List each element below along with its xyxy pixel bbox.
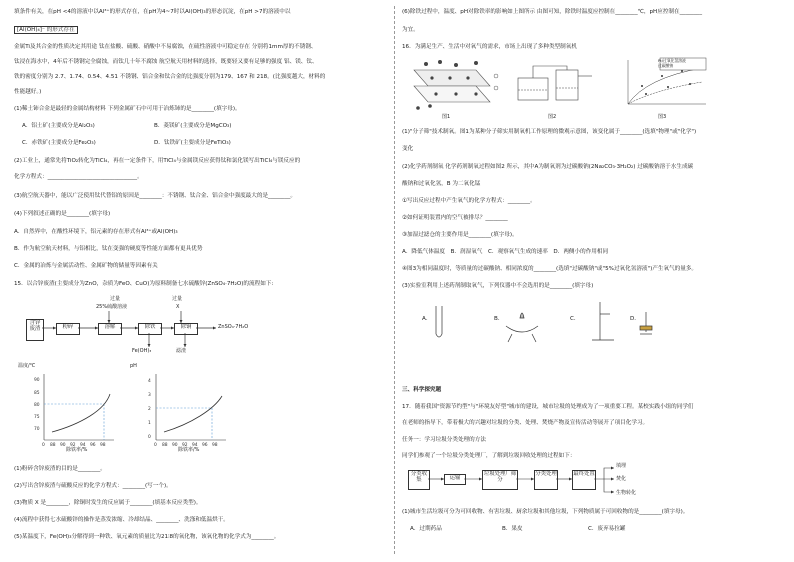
figure-1-molecular-sieve	[414, 60, 498, 110]
test-tube-icon	[436, 306, 442, 337]
garbage-flow-sort: 分类处理	[534, 470, 558, 490]
flow-label-excess-1: 过量	[110, 296, 121, 302]
q17-option-b: B．果皮	[502, 526, 523, 532]
svg-text:96: 96	[90, 443, 96, 448]
left-column	[14, 0, 386, 562]
garbage-flow-screening: 垃圾处理厂筛分	[482, 470, 518, 490]
figure-1-caption: 图1	[442, 114, 451, 120]
question-2a: (2)工业上，通常先将TiO₂转化为TiCl₄，再在一定条件下，用TiCl₄与金属镁反应获得钛和氯化镁写出TiCl₄与镁反应的	[14, 158, 301, 164]
question-17b: 在老师的指导下，带着极大的兴趣对垃圾的分类、处理、焚烧产物及宣传活动等展开了项目化学习。	[402, 420, 649, 426]
svg-text:75: 75	[34, 415, 40, 420]
intro-line-6: 性能越好。)	[14, 89, 42, 95]
q4-option-c: C．金属的冶炼与金属活动性、金属矿物的储量等因素有关	[14, 263, 158, 269]
svg-text:96: 96	[202, 443, 208, 448]
svg-text:90: 90	[34, 378, 40, 383]
flow-box-dissolve: 溶解	[98, 323, 122, 335]
flow-box-crush: 粉碎	[56, 323, 80, 335]
apparatus-a-label: A．	[422, 316, 432, 322]
intro-line-3: 金属Ti及其合金的性质决定其用途 钛在盐酸、硫酸、硝酸中不易腐蚀，在硫性溶液中可稳定存在 分别将1mm厚的不锈钢、	[14, 44, 317, 50]
flow-product: ZnSO₄·7H₂O	[218, 324, 249, 330]
figure-3-legend-1: Pt/过氧化氢溶液	[658, 58, 686, 63]
q16-part-2e: ③加湿过滤仓的主要作用是________(填字母)。	[402, 232, 518, 238]
chart2-curve	[164, 396, 222, 432]
evaporating-dish-icon	[506, 313, 538, 342]
svg-text:85: 85	[34, 391, 40, 396]
garbage-flow-final: 最终处置	[572, 470, 596, 490]
svg-text:92: 92	[182, 443, 188, 448]
svg-text:92: 92	[70, 443, 76, 448]
intro-line-1: 填条件有关，在pH <4的溶液中以Al³⁺的形式存在，在pH为4~7时以Al(OH)₃的形态沉淀，在pH >7的溶液中以	[14, 9, 291, 15]
svg-text:98: 98	[212, 443, 218, 448]
task-1-intro: 同学们参观了一个垃圾分类处理厂，了解到垃圾回收处理的过程如下：	[402, 453, 576, 459]
garbage-outcome-bio: 生物转化	[616, 490, 637, 496]
flow-label-acid: 25%硫酸溶液	[96, 304, 128, 310]
svg-text:2: 2	[148, 407, 151, 412]
svg-text:70: 70	[34, 427, 40, 432]
column-divider	[394, 6, 395, 554]
q16-part-1b: 变化	[402, 146, 414, 152]
q1-option-a: A．铝土矿(主要成分是Al₂O₃)	[22, 123, 95, 129]
q16-part-2f: A．降低气体温度 B．润湿氧气 C．观察氧气生成的速率 D．两侧小的作用相同	[402, 249, 609, 255]
q4-option-b: B．作为航空航天材料，与铝相比，钛在变强的硬度等性能方面都有更具优势	[14, 246, 203, 252]
chart2-xlabel: 除铁率/%	[178, 447, 200, 453]
svg-text:90: 90	[172, 443, 178, 448]
q16-figures	[406, 56, 778, 112]
q1-option-c: C．赤铁矿(主要成分是Fe₂O₃)	[22, 140, 96, 146]
chart1-ylabel: 温度/℃	[18, 363, 36, 369]
svg-text:0: 0	[42, 443, 45, 448]
figure-3-caption: 图3	[658, 114, 667, 120]
svg-text:98: 98	[100, 443, 106, 448]
flow-box-remove-copper: 除铜	[174, 323, 198, 335]
q17-option-a: A．过期药品	[410, 526, 442, 532]
figure-2-chemical-oxygen	[518, 66, 592, 100]
apparatus-b-label: B．	[494, 316, 504, 322]
svg-text:94: 94	[192, 443, 198, 448]
alcohol-lamp-icon	[640, 312, 652, 334]
svg-text:80: 80	[34, 403, 40, 408]
garbage-flow-arrows	[402, 466, 622, 496]
question-1: (1)稀土铈合金是最轻的金属结构材料 下列金属矿石中可用于冶炼铈的是________(填字母)。	[14, 106, 241, 112]
q16-part-2g: ④图3为相同温度时，等质量的过碳酸钠、相同浓度的________(选填"过碳酸钠"或"5%过氧化氢溶液")产生氧气的量多。	[402, 266, 698, 272]
apparatus-d-label: D．	[630, 316, 640, 322]
q17-option-c: C．废弃易拉罐	[588, 526, 626, 532]
flow-label-x: X	[176, 304, 180, 310]
question-2b: 化学方程式：________________________________。	[14, 174, 143, 180]
q1-option-b: B．菱镁矿(主要成分是MgCO₃)	[154, 123, 232, 129]
q16-part-2c: ①写出反应过程中产生氧气的化学方程式：________。	[402, 198, 536, 204]
chart1-xlabel: 除铁率/%	[66, 447, 88, 453]
intro-line-5: 铁的密度分别为 2.7、1.74、0.54、4.51 不锈钢、铝合金和钛合金的比强度分别为179、167 和 218。(比强度越大，材料的	[14, 74, 326, 80]
question-15: 15．以合锌废渣(主要成分为ZnO，杂质为FeO、CuO)为原料制备七水硫酸锌(ZnSO₄·7H₂O)的流程如下:	[14, 281, 274, 287]
svg-text:88: 88	[50, 443, 56, 448]
garbage-flow-collect: 分类收集	[408, 470, 430, 490]
q15-part-4: (4)流程中获得七水硫酸锌的操作是蒸发浓缩、冷却结晶、________、洗涤和低温烘干。	[14, 517, 229, 523]
question-4: (4)下列叙述正确的是________(填字母)	[14, 211, 111, 217]
flow-box-raw: 含锌废渣	[26, 319, 44, 341]
svg-text:0: 0	[148, 435, 151, 440]
flow-label-excess-2: 过量	[172, 296, 183, 302]
svg-text:90: 90	[60, 443, 66, 448]
svg-text:4: 4	[148, 379, 151, 384]
flow-box-remove-iron: 除铁	[138, 323, 162, 335]
q15-part-2: (2)写出含锌废渣与硫酸反应的化学方程式：________(写一个)。	[14, 483, 172, 489]
q15-part-3: (3)物质 X 是________，除铜时发生的反应属于________(填基本反应类型)。	[14, 500, 202, 506]
garbage-outcome-landfill: 填埋	[616, 463, 627, 469]
q15-part-6: (6)除铁过程中，温度、pH对除铁率的影响如上图所示 由图可知，除铁时温度应控制在________℃，pH应控制在________	[402, 9, 702, 15]
question-3: (3)航空航天器中，能以广泛使用钛代替铝的原因是________：不锈钢、钛合金、铝合金中强度最大的是________。	[14, 193, 297, 199]
garbage-flow-transport: 运输	[444, 474, 466, 485]
flow-arrows	[14, 296, 254, 356]
q16-part-3: (3)实验室利用上述药剂制取氧气，下列仪器中不会选用的是________(填字母)	[402, 283, 594, 289]
intro-line-4: 钛浸在海水中，4年后不锈钢完全腐蚀，而钛几十年不腐蚀 航空航天用材料的选择，既要轻又要有足够的强度 铝、镁、钛、	[14, 59, 318, 65]
iron-removal-charts	[14, 368, 254, 452]
task-1-heading: 任务一：学习垃圾分类处理的方法	[402, 437, 486, 443]
q16-part-1a: (1)"分子筛"技术制氧。图1为某种分子筛实用制氧机工作原理的微观示意图，该变化属于________(选填"物理"或"化学")	[402, 129, 697, 135]
section-3-heading: 三、科学探究题	[402, 387, 442, 393]
apparatus-images	[402, 298, 702, 348]
q16-part-2a: (2)化学药剂制氧 化学药剂制氧过程如图2 所示，其中A为制氧剂为过碳酸钠(2Na₂CO₃·3H₂O₂) 过碳酸钠溶于水生成碳	[402, 164, 694, 170]
q16-part-2d: ②如何证明装置内的空气被排尽？________	[402, 215, 508, 221]
q16-part-2b: 酸钠和过氧化氢，B 为二氧化锰	[402, 181, 481, 187]
figure-3-legend-2: 过碳酸钠	[658, 63, 674, 68]
q15-part-6-end: 为宜。	[402, 27, 419, 33]
formula-box: [Al(OH)₄]⁻ 的形式存在	[14, 26, 78, 34]
svg-text:1: 1	[148, 421, 151, 426]
apparatus-c-label: C．	[570, 316, 580, 322]
flow-byproduct-residue: 滤渣	[176, 348, 187, 354]
flow-byproduct-feoh3: Fe(OH)₃	[132, 348, 152, 354]
chart2-ylabel: pH	[130, 363, 137, 369]
chart1-curve	[52, 394, 110, 432]
q1-option-d: D．钛铁矿(主要成分是FeTiO₃)	[154, 140, 231, 146]
iron-stand-icon	[592, 302, 614, 340]
q15-part-1: (1)粉碎含锌废渣的目的是________。	[14, 466, 106, 472]
svg-text:94: 94	[80, 443, 86, 448]
figure-2-caption: 图2	[548, 114, 557, 120]
svg-text:0: 0	[154, 443, 157, 448]
q15-part-5: (5)某温度下，Fe(OH)₃分解得到一种铁、氧元素的质量比为21∶8的氧化物，该氧化物的化学式为________。	[14, 534, 280, 540]
svg-text:88: 88	[162, 443, 168, 448]
intro-line-2	[14, 27, 78, 35]
question-16: 16．为满足生产、生活中对氧气的需求，市场上出现了多种类型制氧机	[402, 44, 577, 50]
question-17a: 17．随着我国"资源节约型"与"环境友好型"城市的建设，城市垃圾的处理成为了一项重要工程。某校实践小组的同学们	[402, 404, 694, 410]
question-17-part-1: (1)城市生活垃圾可分为可回收物、有害垃圾、厨余垃圾和其他垃圾，下列物质属于可回收物的是________(填字母)。	[402, 509, 689, 515]
garbage-outcome-incineration: 焚化	[616, 476, 627, 482]
q4-option-a: A．自然界中，在酸性环境下，铝元素的存在形式有Al³⁺或Al(OH)₃	[14, 229, 178, 235]
right-column	[402, 0, 782, 562]
svg-text:3: 3	[148, 393, 151, 398]
